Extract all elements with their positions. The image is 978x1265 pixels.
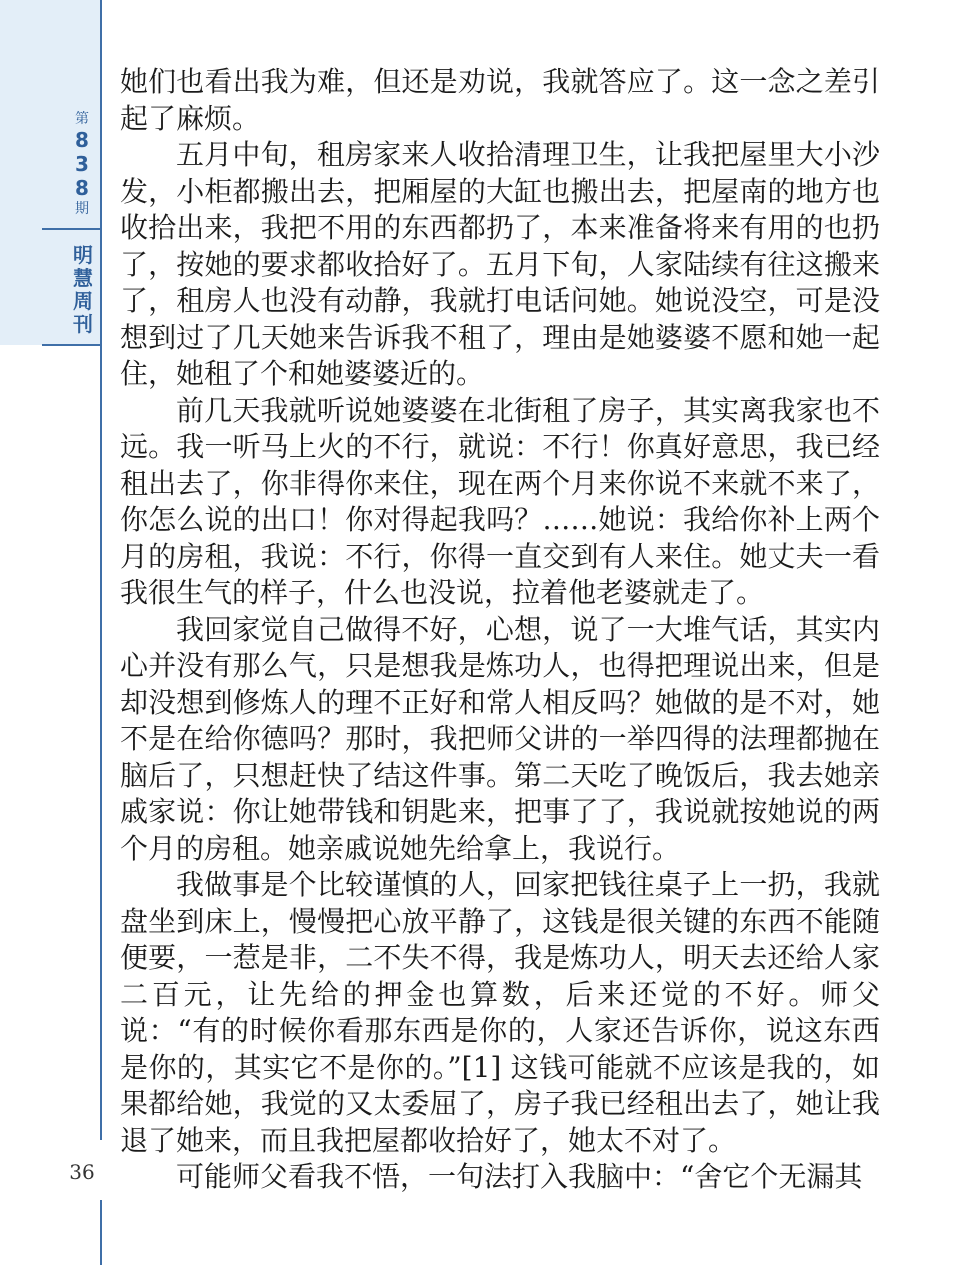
issue-prefix: 第 bbox=[75, 111, 89, 127]
page-number: 36 bbox=[69, 1160, 95, 1184]
paragraph: 五月中旬，租房家来人收拾清理卫生，让我把屋里大小沙发，小柜都搬出去，把厢屋的大缸也搬出去，把屋南的地方也收拾出来，我把不用的东西都扔了，本来准备将来有用的也扔了，按她的要求都收拾好了。五月下旬，人家陆续有往这搬来了，租房人也没有动静，我就打电话问她。她说没空，可是没想到过了几天她来告诉我不租了，理由是她婆婆不愿和她一起住，她租了个和她婆婆近的。 bbox=[120, 138, 880, 390]
paragraph: 可能师父看我不悟，一句法打入我脑中：“舍它个无漏其 bbox=[176, 1160, 863, 1193]
paragraph: 我回家觉自己做得不好，心想，说了一大堆气话，其实内心并没有那么气，只是想我是炼功人，也得把理说出来，但是却没想到修炼人的理不正好和常人相反吗？她做的是不对，她不是在给你德吗？那时，我把师父讲的一举四得的法理都抛在脑后了，只想赶快了结这件事。第二天吃了晚饭后，我去她亲戚家说：你让她带钱和钥匙来，把事了了，我说就按她说的两个月的房租。她亲戚说她先给拿上，我说行。 bbox=[120, 612, 880, 865]
sidebar-divider bbox=[42, 228, 102, 230]
paragraph: 她们也看出我为难，但还是劝说，我就答应了。这一念之差引起了麻烦。 bbox=[120, 65, 880, 135]
issue-digit: 8 bbox=[75, 176, 89, 200]
sidebar-divider bbox=[42, 344, 102, 346]
paragraph: 我做事是个比较谨慎的人，回家把钱往桌子上一扔，我就盘坐到床上，慢慢把心放平静了，这钱是很关键的东西不能随便要，一惹是非，二不失不得，我是炼功人，明天去还给人家二百元，让先给的押金也算数，后来还觉的不好。师父说：“有的时候你看那东西是你的，人家还告诉你，说这东西是你的，其实它不是你的。”[1] 这钱可能就不应该是我的，如果都给她，我觉的又太委屈了，房子我已经租出去了，她让我退了她来，而且我把屋都收拾好了，她太不对了。 bbox=[120, 868, 880, 1157]
journal-char: 刊 bbox=[73, 312, 93, 336]
journal-char: 周 bbox=[73, 289, 93, 313]
paragraph: 前几天我就听说她婆婆在北街租了房子，其实离我家也不远。我一听马上火的不行，就说：不行！你真好意思，我已经租出去了，你非得你来住，现在两个月来你说不来就不来了，你怎么说的出口！你对得起我吗？……她说：我给你补上两个月的房租，我说：不行，你得一直交到有人来住。她丈夫一看我很生气的样子，什么也没说，拉着他老婆就走了。 bbox=[120, 393, 880, 609]
article-body bbox=[120, 64, 880, 1196]
journal-char: 慧 bbox=[73, 266, 93, 290]
journal-name bbox=[66, 244, 100, 336]
sidebar-rule-lower bbox=[100, 1200, 102, 1265]
issue-suffix: 期 bbox=[75, 201, 89, 217]
journal-char: 明 bbox=[73, 243, 93, 267]
issue-number bbox=[60, 110, 104, 218]
issue-digit: 3 bbox=[75, 152, 89, 176]
issue-digit: 8 bbox=[75, 128, 89, 152]
